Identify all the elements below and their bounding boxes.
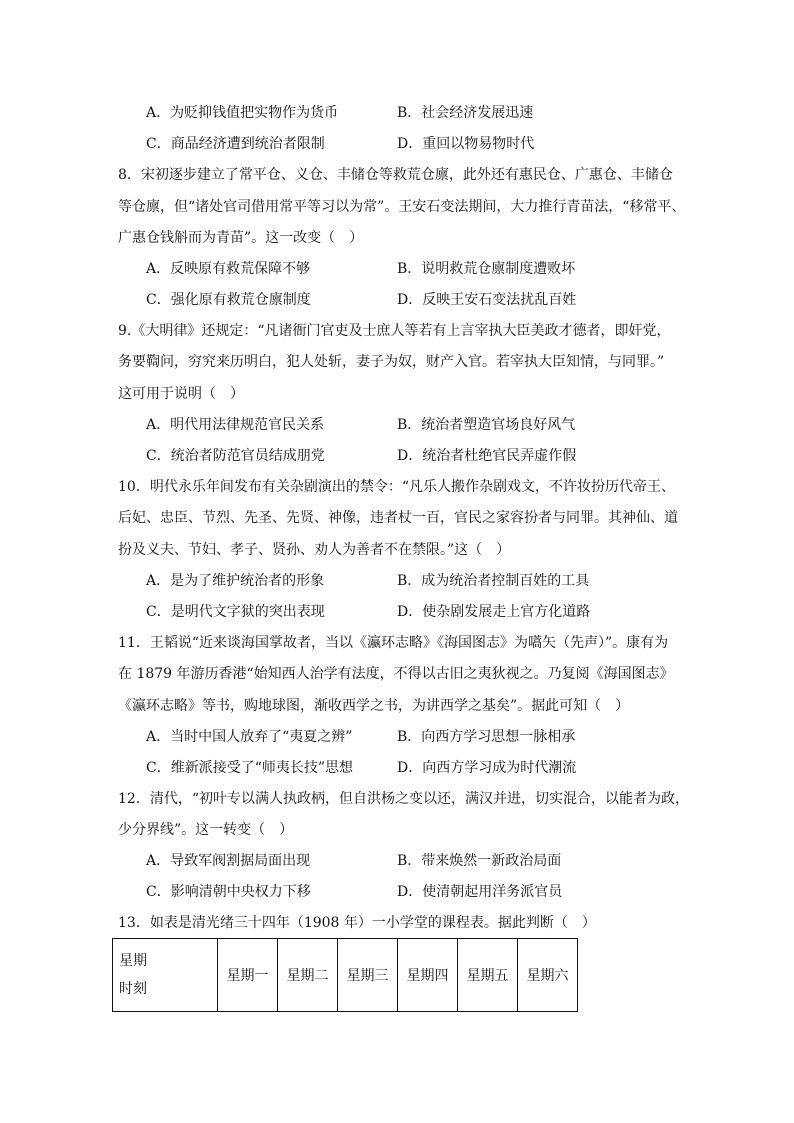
q9-stem-line: 这可用于说明（ ） bbox=[118, 386, 244, 402]
q10-stem-line: 扮及义夫、节妇、孝子、贤孙、劝人为善者不在禁限。”这（ ） bbox=[118, 542, 511, 558]
q9-option-c: C．统治者防范官员结成朋党 bbox=[146, 448, 325, 464]
q7-option-c: C．商品经济遭到统治者限制 bbox=[146, 136, 325, 152]
table-header-cell: 星期三 bbox=[338, 939, 398, 1012]
q8-option-d: D．反映王安石变法扰乱百姓 bbox=[397, 292, 577, 308]
q9-option-b: B．统治者塑造官场良好风气 bbox=[397, 417, 576, 433]
q10-option-a: A．是为了维护统治者的形象 bbox=[146, 573, 325, 589]
q11-option-d: D．向西方学习成为时代潮流 bbox=[397, 760, 577, 776]
q7-option-a: A．为贬抑钱值把实物作为货币 bbox=[146, 105, 339, 121]
q10-option-c: C．是明代文字狱的突出表现 bbox=[146, 604, 325, 620]
table-header-cell: 星期四 bbox=[398, 939, 458, 1012]
table-row bbox=[113, 939, 578, 1012]
q11-option-b: B．向西方学习思想一脉相承 bbox=[397, 729, 576, 745]
q11-stem-line: 11．王韬说“近来谈海国掌故者，当以《瀛环志略》《海国图志》为嚆矢（先声）”。康有为 bbox=[118, 635, 669, 651]
q10-option-d: D．使杂剧发展走上官方化道路 bbox=[397, 604, 591, 620]
q12-option-a: A．导致军阀割据局面出现 bbox=[146, 853, 311, 869]
q8-stem-line: 广惠仓钱斛而为青苗”。这一改变（ ） bbox=[118, 230, 364, 246]
q7-option-b: B．社会经济发展迅速 bbox=[397, 105, 534, 121]
q8-option-c: C．强化原有救荒仓廪制度 bbox=[146, 292, 311, 308]
q8-option-b: B．说明救荒仓廪制度遭败坏 bbox=[397, 261, 576, 277]
corner-label-weekday: 星期 bbox=[119, 953, 147, 969]
q8-option-a: A．反映原有救荒保障不够 bbox=[146, 261, 311, 277]
q9-option-d: D．统治者杜绝官民弄虚作假 bbox=[397, 448, 577, 464]
q12-option-d: D．使清朝起用洋务派官员 bbox=[397, 884, 563, 900]
q13-stem-line: 13．如表是清光绪三十四年（1908 年）一小学堂的课程表。据此判断（ ） bbox=[118, 915, 596, 931]
q8-stem-line: 等仓廪，但“诸处官司借用常平等习以为常”。王安石变法期间，大力推行青苗法，“移常平、 bbox=[118, 199, 686, 215]
q12-stem-line: 少分界线”。这一转变（ ） bbox=[118, 822, 294, 838]
schedule-table bbox=[112, 938, 578, 1012]
table-corner-cell bbox=[113, 939, 218, 1012]
q12-option-c: C．影响清朝中央权力下移 bbox=[146, 884, 311, 900]
q11-stem-line: 在 1879 年游历香港“始知西人治学有法度，不得以古旧之夷狄视之。乃复阅《海国图志》 bbox=[118, 666, 674, 682]
corner-label-time: 时刻 bbox=[119, 981, 147, 997]
q7-option-d: D．重回以物易物时代 bbox=[397, 136, 535, 152]
q11-option-a: A．当时中国人放弃了“夷夏之辨” bbox=[146, 729, 353, 745]
q11-option-c: C．维新派接受了“师夷长技”思想 bbox=[146, 760, 354, 776]
q12-option-b: B．带来焕然一新政治局面 bbox=[397, 853, 562, 869]
q11-stem-line: 《瀛环志略》等书，购地球图，渐收西学之书，为讲西学之基矣”。据此可知（ ） bbox=[118, 698, 630, 714]
q8-stem-line: 8．宋初逐步建立了常平仓、义仓、丰储仓等救荒仓廪，此外还有惠民仓、广惠仓、丰储仓 bbox=[118, 167, 673, 183]
q10-option-b: B．成为统治者控制百姓的工具 bbox=[397, 573, 590, 589]
q9-stem-line: 务要鞫问，穷究来历明白，犯人处斩，妻子为奴，财产入官。若宰执大臣知情，与同罪。” bbox=[118, 354, 665, 370]
q9-option-a: A．明代用法律规范官民关系 bbox=[146, 417, 325, 433]
table-header-cell: 星期二 bbox=[278, 939, 338, 1012]
q9-stem-line: 9.《大明律》还规定：“凡诸衙门官吏及士庶人等若有上言宰执大臣美政才德者，即奸党， bbox=[118, 323, 671, 339]
q12-stem-line: 12．清代，“初叶专以满人执政柄，但自洪杨之变以还，满汉并进，切实混合，以能者为政， bbox=[118, 791, 689, 807]
q10-stem-line: 10．明代永乐年间发布有关杂剧演出的禁令：“凡乐人搬作杂剧戏文，不许妆扮历代帝王、 bbox=[118, 479, 675, 495]
table-header-cell: 星期五 bbox=[458, 939, 518, 1012]
table-header-cell: 星期六 bbox=[518, 939, 578, 1012]
q10-stem-line: 后妃、忠臣、节烈、先圣、先贤、神像，违者杖一百，官民之家容扮者与同罪。其神仙、道 bbox=[118, 510, 678, 526]
table-header-cell: 星期一 bbox=[218, 939, 278, 1012]
